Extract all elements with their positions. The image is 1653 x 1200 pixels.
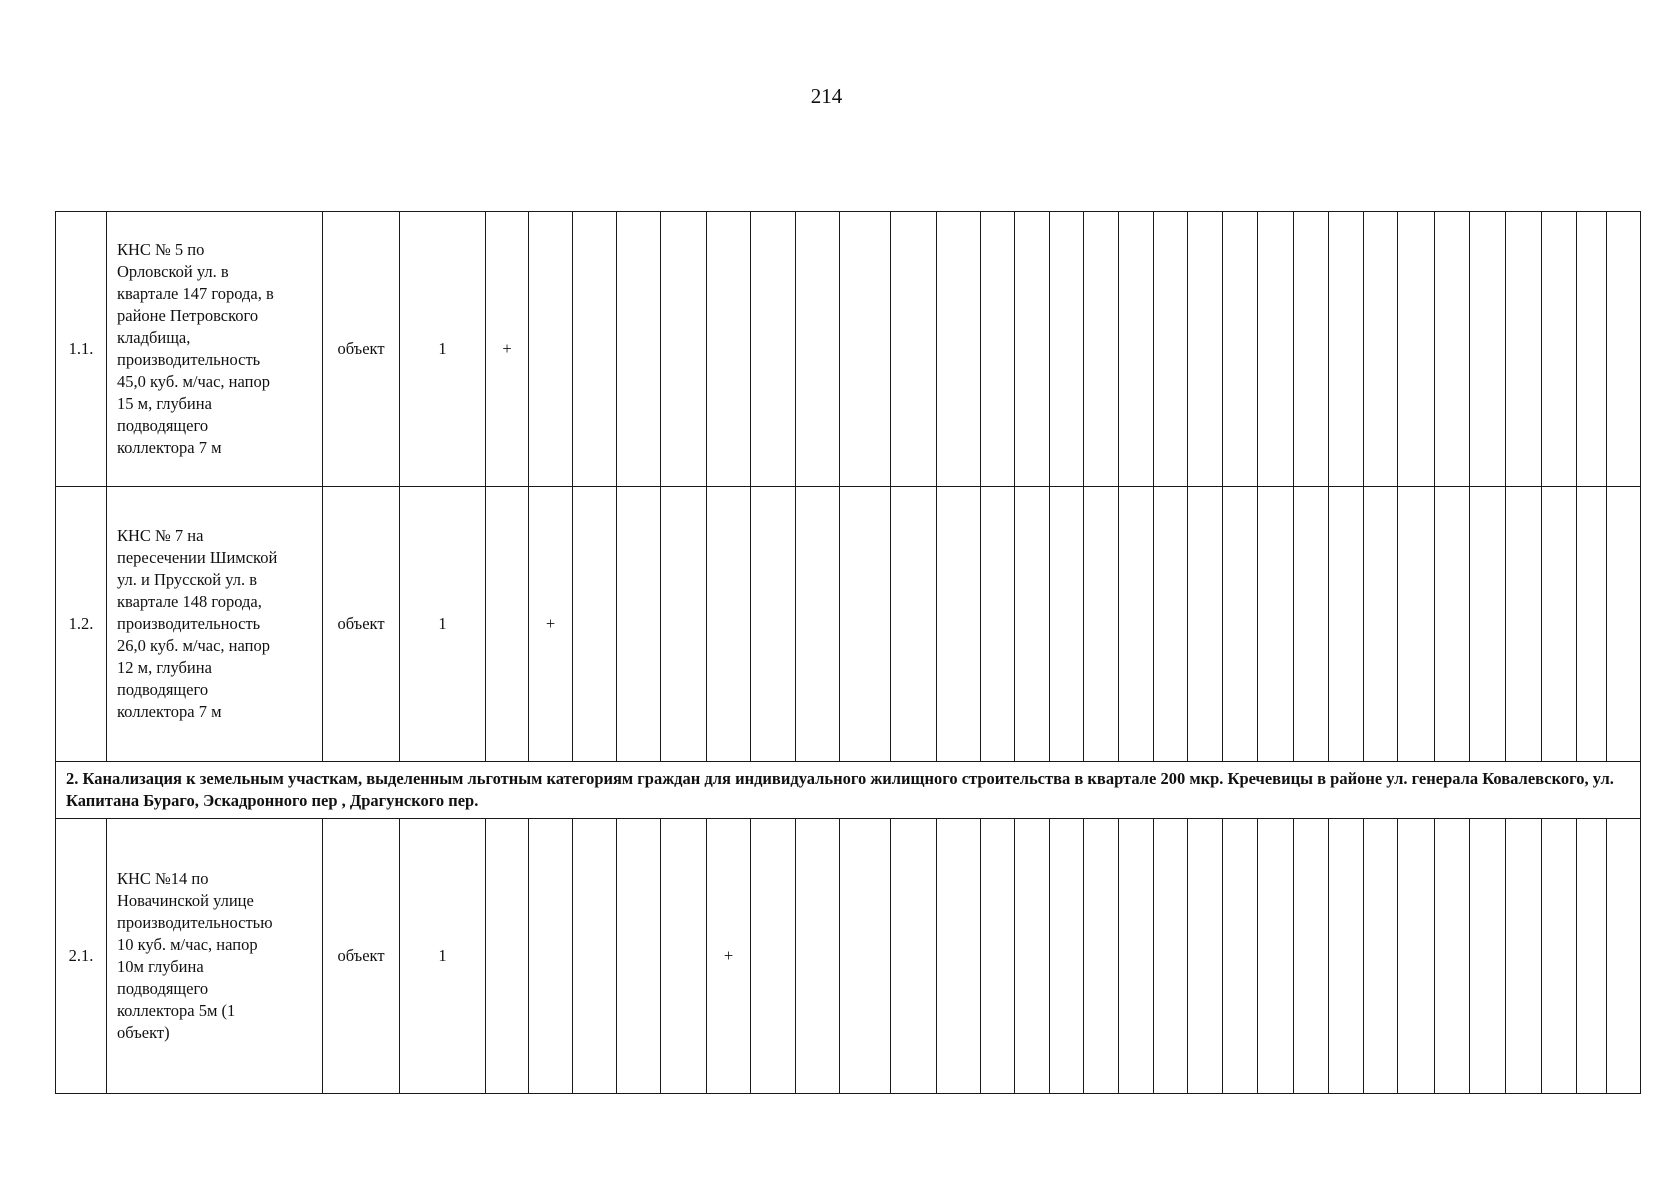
description-line: 45,0 куб. м/час, напор bbox=[117, 372, 270, 391]
schedule-cell bbox=[1050, 212, 1084, 487]
schedule-cell bbox=[1542, 212, 1577, 487]
schedule-cell bbox=[751, 212, 796, 487]
row-quantity: 1 bbox=[400, 487, 486, 762]
schedule-cell bbox=[1329, 819, 1364, 1094]
schedule-cell bbox=[1435, 487, 1470, 762]
schedule-cell bbox=[1188, 819, 1223, 1094]
schedule-cell bbox=[1154, 212, 1188, 487]
row-description bbox=[107, 487, 323, 762]
schedule-cell bbox=[1119, 212, 1154, 487]
schedule-cell bbox=[1607, 212, 1641, 487]
description-line: КНС №14 по bbox=[117, 869, 209, 888]
schedule-cell bbox=[1084, 487, 1119, 762]
schedule-cell bbox=[1607, 487, 1641, 762]
description-line: 15 м, глубина bbox=[117, 394, 212, 413]
schedule-cell bbox=[840, 212, 891, 487]
schedule-cell bbox=[1258, 487, 1294, 762]
schedule-cell bbox=[891, 487, 937, 762]
schedule-cell bbox=[529, 212, 573, 487]
schedule-cell bbox=[661, 487, 707, 762]
schedule-cell bbox=[1258, 819, 1294, 1094]
schedule-cell bbox=[1506, 487, 1542, 762]
schedule-cell bbox=[1329, 487, 1364, 762]
description-line: производительность bbox=[117, 350, 261, 369]
schedule-mark: + bbox=[529, 487, 573, 762]
schedule-cell bbox=[1435, 819, 1470, 1094]
description-line: 10м глубина bbox=[117, 957, 204, 976]
schedule-cell bbox=[1506, 212, 1542, 487]
description-line: подводящего bbox=[117, 416, 209, 435]
schedule-cell bbox=[1364, 819, 1398, 1094]
schedule-cell bbox=[1470, 487, 1506, 762]
row-number: 2.1. bbox=[56, 819, 107, 1094]
description-line: производительность bbox=[117, 614, 261, 633]
schedule-cell bbox=[661, 212, 707, 487]
schedule-cell bbox=[661, 819, 707, 1094]
schedule-cell bbox=[1542, 487, 1577, 762]
schedule-cell bbox=[796, 819, 840, 1094]
schedule-cell bbox=[573, 212, 617, 487]
schedule-cell bbox=[486, 487, 529, 762]
schedule-cell bbox=[1577, 212, 1607, 487]
schedule-cell bbox=[617, 487, 661, 762]
schedule-cell bbox=[1223, 487, 1258, 762]
schedule-cell bbox=[840, 819, 891, 1094]
schedule-cell bbox=[1470, 819, 1506, 1094]
schedule-cell bbox=[1294, 487, 1329, 762]
schedule-cell bbox=[1223, 819, 1258, 1094]
schedule-cell bbox=[1294, 819, 1329, 1094]
schedule-cell bbox=[981, 212, 1015, 487]
row-number: 1.2. bbox=[56, 487, 107, 762]
description-line: производительностью bbox=[117, 913, 273, 932]
schedule-cell bbox=[1294, 212, 1329, 487]
description-line: Орловской ул. в bbox=[117, 262, 229, 281]
schedule-cell bbox=[1188, 212, 1223, 487]
description-line: КНС № 7 на bbox=[117, 526, 204, 545]
schedule-cell bbox=[796, 212, 840, 487]
row-unit: объект bbox=[323, 212, 400, 487]
schedule-cell bbox=[617, 212, 661, 487]
schedule-cell bbox=[1084, 819, 1119, 1094]
description-line: коллектора 7 м bbox=[117, 702, 222, 721]
schedule-mark: + bbox=[707, 819, 751, 1094]
description-line: районе Петровского bbox=[117, 306, 259, 325]
schedule-cell bbox=[937, 212, 981, 487]
schedule-cell bbox=[1398, 819, 1435, 1094]
schedule-cell bbox=[1542, 819, 1577, 1094]
schedule-cell bbox=[751, 487, 796, 762]
description-line: ул. и Прусской ул. в bbox=[117, 570, 257, 589]
description-line: Новачинской улице bbox=[117, 891, 254, 910]
schedule-cell bbox=[1050, 819, 1084, 1094]
schedule-cell bbox=[796, 487, 840, 762]
schedule-cell bbox=[1188, 487, 1223, 762]
table-row bbox=[56, 487, 1641, 762]
schedule-mark: + bbox=[486, 212, 529, 487]
schedule-cell bbox=[1398, 212, 1435, 487]
schedule-cell bbox=[1577, 487, 1607, 762]
description-line: кладбища, bbox=[117, 328, 191, 347]
schedule-cell bbox=[529, 819, 573, 1094]
description-line: коллектора 7 м bbox=[117, 438, 222, 457]
schedule-cell bbox=[1435, 212, 1470, 487]
description-line: пересечении Шимской bbox=[117, 548, 278, 567]
schedule-cell bbox=[981, 487, 1015, 762]
schedule-cell bbox=[1050, 487, 1084, 762]
schedule-cell bbox=[1577, 819, 1607, 1094]
schedule-cell bbox=[1223, 212, 1258, 487]
schedule-cell bbox=[891, 212, 937, 487]
schedule-cell bbox=[1015, 212, 1050, 487]
schedule-cell bbox=[840, 487, 891, 762]
description-line: коллектора 5м (1 bbox=[117, 1001, 236, 1020]
schedule-cell bbox=[1470, 212, 1506, 487]
table-row bbox=[56, 212, 1641, 487]
schedule-cell bbox=[1364, 487, 1398, 762]
schedule-cell bbox=[1154, 819, 1188, 1094]
description-line: 10 куб. м/час, напор bbox=[117, 935, 258, 954]
description-line: квартале 148 города, bbox=[117, 592, 262, 611]
page-number: 214 bbox=[810, 84, 843, 108]
schedule-cell bbox=[891, 819, 937, 1094]
row-number: 1.1. bbox=[56, 212, 107, 487]
schedule-cell bbox=[937, 819, 981, 1094]
description-line: 26,0 куб. м/час, напор bbox=[117, 636, 270, 655]
schedule-cell bbox=[573, 819, 617, 1094]
schedule-cell bbox=[1329, 212, 1364, 487]
schedule-cell bbox=[1398, 487, 1435, 762]
schedule-cell bbox=[1258, 212, 1294, 487]
schedule-cell bbox=[1015, 487, 1050, 762]
schedule-cell bbox=[1154, 487, 1188, 762]
table-row bbox=[56, 819, 1641, 1094]
row-description bbox=[107, 819, 323, 1094]
schedule-cell bbox=[707, 212, 751, 487]
schedule-cell bbox=[617, 819, 661, 1094]
row-quantity: 1 bbox=[400, 819, 486, 1094]
schedule-table bbox=[55, 211, 1641, 1094]
description-line: квартале 147 города, в bbox=[117, 284, 274, 303]
schedule-cell bbox=[1015, 819, 1050, 1094]
row-description bbox=[107, 212, 323, 487]
schedule-cell bbox=[486, 819, 529, 1094]
schedule-cell bbox=[573, 487, 617, 762]
section-heading: 2. Канализация к земельным участкам, выделенным льготным категориям граждан для индивидуального жилищного строительства в квартале 200 мкр. Кречевицы в районе ул. генерала Ковалевского, ул. Капитана Бураго, Эскадронного пер , Драгунского пер. bbox=[56, 762, 1641, 819]
schedule-cell bbox=[1364, 212, 1398, 487]
schedule-cell bbox=[1119, 819, 1154, 1094]
row-quantity: 1 bbox=[400, 212, 486, 487]
row-unit: объект bbox=[323, 819, 400, 1094]
schedule-cell bbox=[1084, 212, 1119, 487]
schedule-cell bbox=[707, 487, 751, 762]
schedule-cell bbox=[751, 819, 796, 1094]
schedule-cell bbox=[981, 819, 1015, 1094]
schedule-cell bbox=[937, 487, 981, 762]
description-line: 12 м, глубина bbox=[117, 658, 212, 677]
section-row bbox=[56, 762, 1641, 819]
row-unit: объект bbox=[323, 487, 400, 762]
schedule-cell bbox=[1607, 819, 1641, 1094]
description-line: подводящего bbox=[117, 680, 209, 699]
description-line: объект) bbox=[117, 1023, 170, 1042]
description-line: подводящего bbox=[117, 979, 209, 998]
schedule-cell bbox=[1119, 487, 1154, 762]
description-line: КНС № 5 по bbox=[117, 240, 205, 259]
schedule-cell bbox=[1506, 819, 1542, 1094]
